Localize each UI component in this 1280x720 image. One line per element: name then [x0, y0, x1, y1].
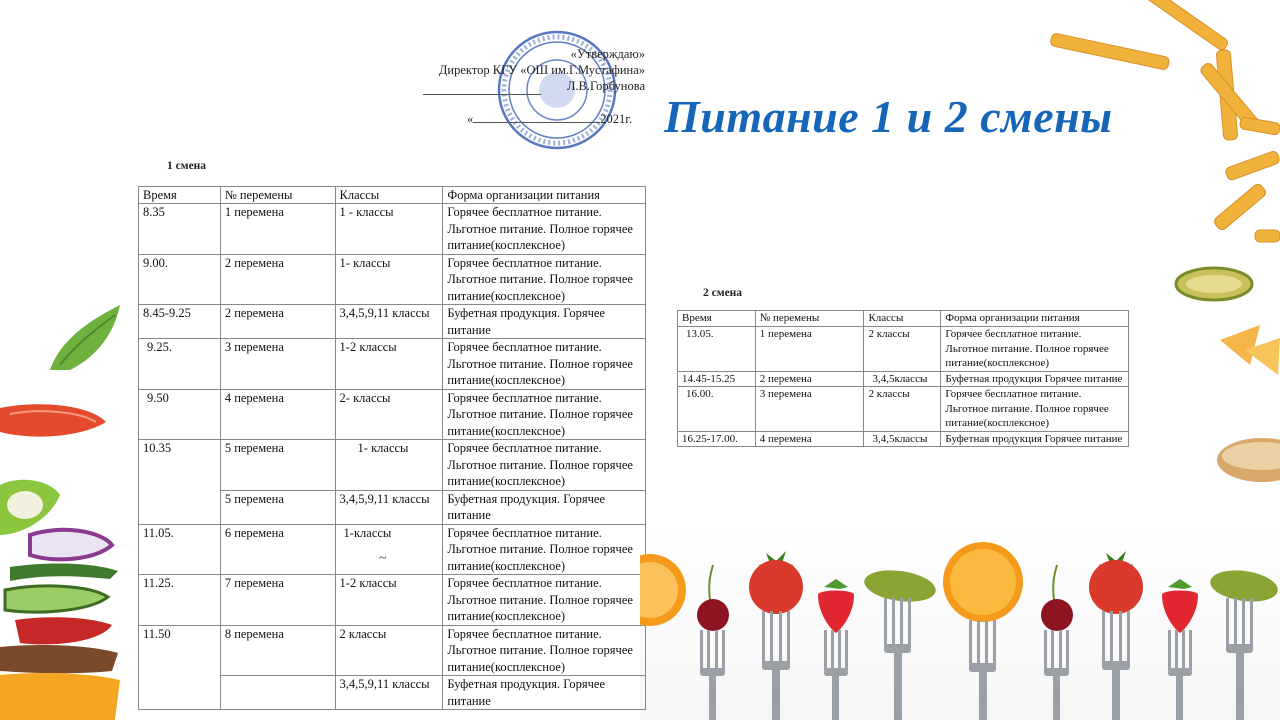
break-cell: 4 перемена: [220, 389, 335, 440]
fork-tomato-icon: [1086, 545, 1146, 720]
break-cell: 2 перемена: [220, 254, 335, 305]
time-cell: 11.05.: [139, 524, 221, 575]
fork-strawberry-icon: [810, 575, 862, 720]
form-cell: Горячее бесплатное питание. Льготное питание. Полное горячее питание(косплексное): [443, 339, 646, 390]
time-cell: 10.35: [139, 440, 221, 525]
approval-director: Директор КГУ «ОШ им.Г.Мустафина»: [438, 63, 645, 77]
fork-orange-icon: [640, 540, 690, 720]
sandwich-vegetables-decoration: [0, 475, 125, 720]
fork-cherry-icon: [1034, 560, 1080, 720]
shift1-table: [138, 186, 646, 710]
table-row: [678, 371, 1129, 387]
time-cell: 8.45-9.25: [139, 305, 221, 339]
approval-date-open: «: [467, 112, 474, 126]
column-header: № перемены: [755, 311, 864, 327]
classes-cell: 1-классы: [335, 524, 443, 575]
break-cell: 7 перемена: [220, 575, 335, 626]
column-header: Время: [678, 311, 756, 327]
table-row: [139, 305, 646, 339]
classes-cell: 1- классы: [335, 254, 443, 305]
column-header: № перемены: [220, 187, 335, 204]
fork-strawberry-icon: [1154, 575, 1206, 720]
form-cell: Буфетная продукция. Горячее питание: [443, 676, 646, 710]
lettuce-decoration: [40, 300, 130, 380]
form-cell: Горячее бесплатное питание. Льготное питание. Полное горячее питание(косплексное): [443, 524, 646, 575]
break-cell: 8 перемена: [220, 625, 335, 676]
table-row: [139, 625, 646, 676]
break-cell: 1 перемена: [755, 327, 864, 372]
form-cell: Горячее бесплатное питание. Льготное питание. Полное горячее питание(косплексное): [443, 625, 646, 676]
time-cell: 14.45-15.25: [678, 371, 756, 387]
form-cell: Горячее бесплатное питание. Льготное питание. Полное горячее питание(косплексное): [941, 387, 1129, 432]
break-cell: [220, 676, 335, 710]
column-header: Время: [139, 187, 221, 204]
table-row: [678, 431, 1129, 447]
break-cell: 1 перемена: [220, 204, 335, 255]
approval-block: [395, 45, 645, 135]
time-cell: 13.05.: [678, 327, 756, 372]
form-cell: Буфетная продукция. Горячее питание: [443, 305, 646, 339]
table-row: [139, 254, 646, 305]
form-cell: Горячее бесплатное питание. Льготное питание. Полное горячее питание(косплексное): [941, 327, 1129, 372]
signature-line: [423, 94, 541, 95]
table-row: [139, 339, 646, 390]
classes-cell: 3,4,5классы: [864, 371, 941, 387]
shift2-label: 2 смена: [703, 287, 743, 299]
column-header: Классы: [335, 187, 443, 204]
table-row: [678, 327, 1129, 372]
break-cell: 5 перемена: [220, 490, 335, 524]
fork-cherry-icon: [690, 560, 736, 720]
form-cell: Буфетная продукция. Горячее питание: [443, 490, 646, 524]
classes-cell: 3,4,5,9,11 классы: [335, 305, 443, 339]
form-cell: Буфетная продукция Горячее питание: [941, 371, 1129, 387]
shift1-label: 1 смена: [167, 160, 207, 172]
time-cell: 16.00.: [678, 387, 756, 432]
bread-decoration: [1212, 430, 1280, 490]
column-header: Классы: [864, 311, 941, 327]
classes-cell: 1 - классы: [335, 204, 443, 255]
handwritten-mark: ~: [379, 551, 387, 566]
time-cell: 9.00.: [139, 254, 221, 305]
table-row: [678, 387, 1129, 432]
classes-cell: 2 классы: [864, 327, 941, 372]
break-cell: 2 перемена: [220, 305, 335, 339]
classes-cell: 1- классы: [335, 440, 443, 491]
table-header-row: [139, 187, 646, 204]
fork-tomato-icon: [746, 545, 806, 720]
time-cell: 16.25-17.00.: [678, 431, 756, 447]
table-row: [139, 204, 646, 255]
break-cell: 3 перемена: [755, 387, 864, 432]
table-row: [139, 524, 646, 575]
table-row: [139, 389, 646, 440]
break-cell: 6 перемена: [220, 524, 335, 575]
fork-pickle-icon: [1204, 566, 1280, 720]
page-title: Питание 1 и 2 смены: [664, 91, 1113, 142]
form-cell: Горячее бесплатное питание. Льготное питание. Полное горячее питание(косплексное): [443, 254, 646, 305]
form-cell: Горячее бесплатное питание. Льготное питание. Полное горячее питание(косплексное): [443, 575, 646, 626]
table-header-row: [678, 311, 1129, 327]
pickle-slice-decoration: [1172, 262, 1256, 306]
approval-date: [467, 112, 645, 127]
form-cell: Горячее бесплатное питание. Льготное питание. Полное горячее питание(косплексное): [443, 389, 646, 440]
column-header: Форма организации питания: [443, 187, 646, 204]
break-cell: 2 перемена: [755, 371, 864, 387]
break-cell: 3 перемена: [220, 339, 335, 390]
classes-cell: 3,4,5,9,11 классы: [335, 490, 443, 524]
classes-cell: 3,4,5,9,11 классы: [335, 676, 443, 710]
approval-heading: «Утверждаю»: [570, 47, 645, 61]
classes-cell: 2- классы: [335, 389, 443, 440]
classes-cell: 1-2 классы: [335, 339, 443, 390]
tomato-slice-decoration: [0, 400, 110, 445]
classes-cell: 3,4,5классы: [864, 431, 941, 447]
column-header: Форма организации питания: [941, 311, 1129, 327]
break-cell: 4 перемена: [755, 431, 864, 447]
classes-cell: 1-2 классы: [335, 575, 443, 626]
table-row: [139, 440, 646, 491]
fork-orange-slice-icon: [938, 540, 1028, 720]
time-cell: 11.50: [139, 625, 221, 710]
classes-cell: 2 классы: [335, 625, 443, 676]
fork-pickle-icon: [862, 566, 938, 720]
form-cell: Горячее бесплатное питание. Льготное питание. Полное горячее питание(косплексное): [443, 204, 646, 255]
time-cell: 9.50: [139, 389, 221, 440]
classes-cell: 2 классы: [864, 387, 941, 432]
form-cell: Горячее бесплатное питание. Льготное питание. Полное горячее питание(косплексное): [443, 440, 646, 491]
break-cell: 5 перемена: [220, 440, 335, 491]
orange-wedge-decoration: [1210, 320, 1280, 380]
time-cell: 11.25.: [139, 575, 221, 626]
table-row: [139, 575, 646, 626]
shift2-table: [677, 310, 1129, 447]
time-cell: 9.25.: [139, 339, 221, 390]
approval-signatory: Л.В.Горбунова: [566, 79, 645, 93]
approval-date-year: 2021г.: [600, 112, 633, 126]
time-cell: 8.35: [139, 204, 221, 255]
form-cell: Буфетная продукция Горячее питание: [941, 431, 1129, 447]
